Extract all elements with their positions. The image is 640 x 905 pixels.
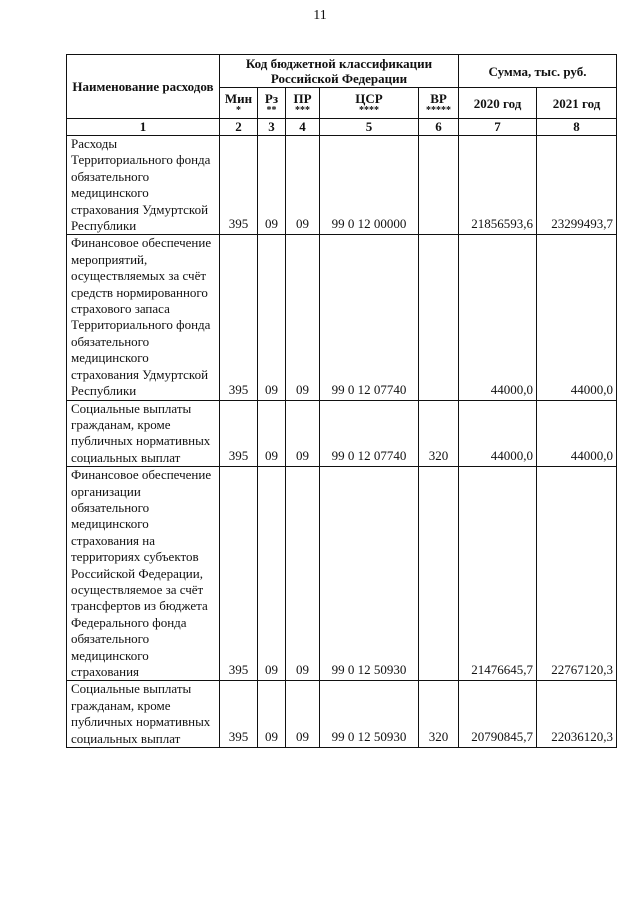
rz-header: Рз ** [258, 88, 286, 119]
expense-name: Финансовое обеспечение мероприятий, осуществляемых за счёт средств нормированного страхового запаса Территориального фонда обязательного медицинского страхования Удмуртской Республики [67, 235, 220, 400]
amount-2020: 44000,0 [459, 235, 537, 400]
rz-code: 09 [258, 681, 286, 748]
csr-code: 99 0 12 50930 [320, 467, 419, 681]
column-number: 2 [220, 119, 258, 136]
rz-code: 09 [258, 400, 286, 467]
sum-group-header: Сумма, тыс. руб. [459, 55, 617, 88]
expense-name: Финансовое обеспечение организации обязательного медицинского страхования на территориях субъектов Российской Федерации, осуществляемое за счёт трансфертов из бюджета Федерального фонда обязательного медицинского страхования [67, 467, 220, 681]
pr-code: 09 [286, 681, 320, 748]
expense-name: Расходы Территориального фонда обязательного медицинского страхования Удмуртской Республики [67, 136, 220, 235]
pr-code: 09 [286, 136, 320, 235]
column-number: 5 [320, 119, 419, 136]
csr-code: 99 0 12 50930 [320, 681, 419, 748]
page-number: 11 [313, 8, 327, 23]
amount-2021: 22036120,3 [537, 681, 617, 748]
pr-code: 09 [286, 400, 320, 467]
amount-2021: 22767120,3 [537, 467, 617, 681]
table-row [67, 136, 617, 235]
vr-code [419, 235, 459, 400]
min-code: 395 [220, 235, 258, 400]
pr-header: ПР *** [286, 88, 320, 119]
amount-2021: 44000,0 [537, 400, 617, 467]
vr-code [419, 467, 459, 681]
column-number: 8 [537, 119, 617, 136]
pr-code: 09 [286, 235, 320, 400]
year-2021-header: 2021 год [537, 88, 617, 119]
vr-header: ВР ***** [419, 88, 459, 119]
column-number: 6 [419, 119, 459, 136]
amount-2020: 21476645,7 [459, 467, 537, 681]
min-header: Мин * [220, 88, 258, 119]
name-column-header: Наименование расходов [67, 55, 220, 119]
csr-code: 99 0 12 07740 [320, 400, 419, 467]
column-number: 1 [67, 119, 220, 136]
table-row [67, 400, 617, 467]
year-2020-header: 2020 год [459, 88, 537, 119]
min-code: 395 [220, 400, 258, 467]
table-row [67, 467, 617, 681]
rz-code: 09 [258, 467, 286, 681]
csr-header: ЦСР **** [320, 88, 419, 119]
table-row [67, 681, 617, 748]
rz-code: 09 [258, 136, 286, 235]
amount-2020: 44000,0 [459, 400, 537, 467]
column-number-row [67, 119, 617, 136]
rz-code: 09 [258, 235, 286, 400]
amount-2021: 44000,0 [537, 235, 617, 400]
min-code: 395 [220, 136, 258, 235]
code-group-header: Код бюджетной классификации Российской Федерации [220, 55, 459, 88]
table-row [67, 235, 617, 400]
min-code: 395 [220, 681, 258, 748]
expense-name: Социальные выплаты гражданам, кроме публичных нормативных социальных выплат [67, 400, 220, 467]
expense-name: Социальные выплаты гражданам, кроме публичных нормативных социальных выплат [67, 681, 220, 748]
column-number: 4 [286, 119, 320, 136]
vr-code [419, 136, 459, 235]
pr-code: 09 [286, 467, 320, 681]
column-number: 7 [459, 119, 537, 136]
amount-2020: 20790845,7 [459, 681, 537, 748]
min-code: 395 [220, 467, 258, 681]
csr-code: 99 0 12 07740 [320, 235, 419, 400]
column-number: 3 [258, 119, 286, 136]
amount-2020: 21856593,6 [459, 136, 537, 235]
vr-code: 320 [419, 681, 459, 748]
budget-table [66, 54, 617, 748]
amount-2021: 23299493,7 [537, 136, 617, 235]
csr-code: 99 0 12 00000 [320, 136, 419, 235]
vr-code: 320 [419, 400, 459, 467]
